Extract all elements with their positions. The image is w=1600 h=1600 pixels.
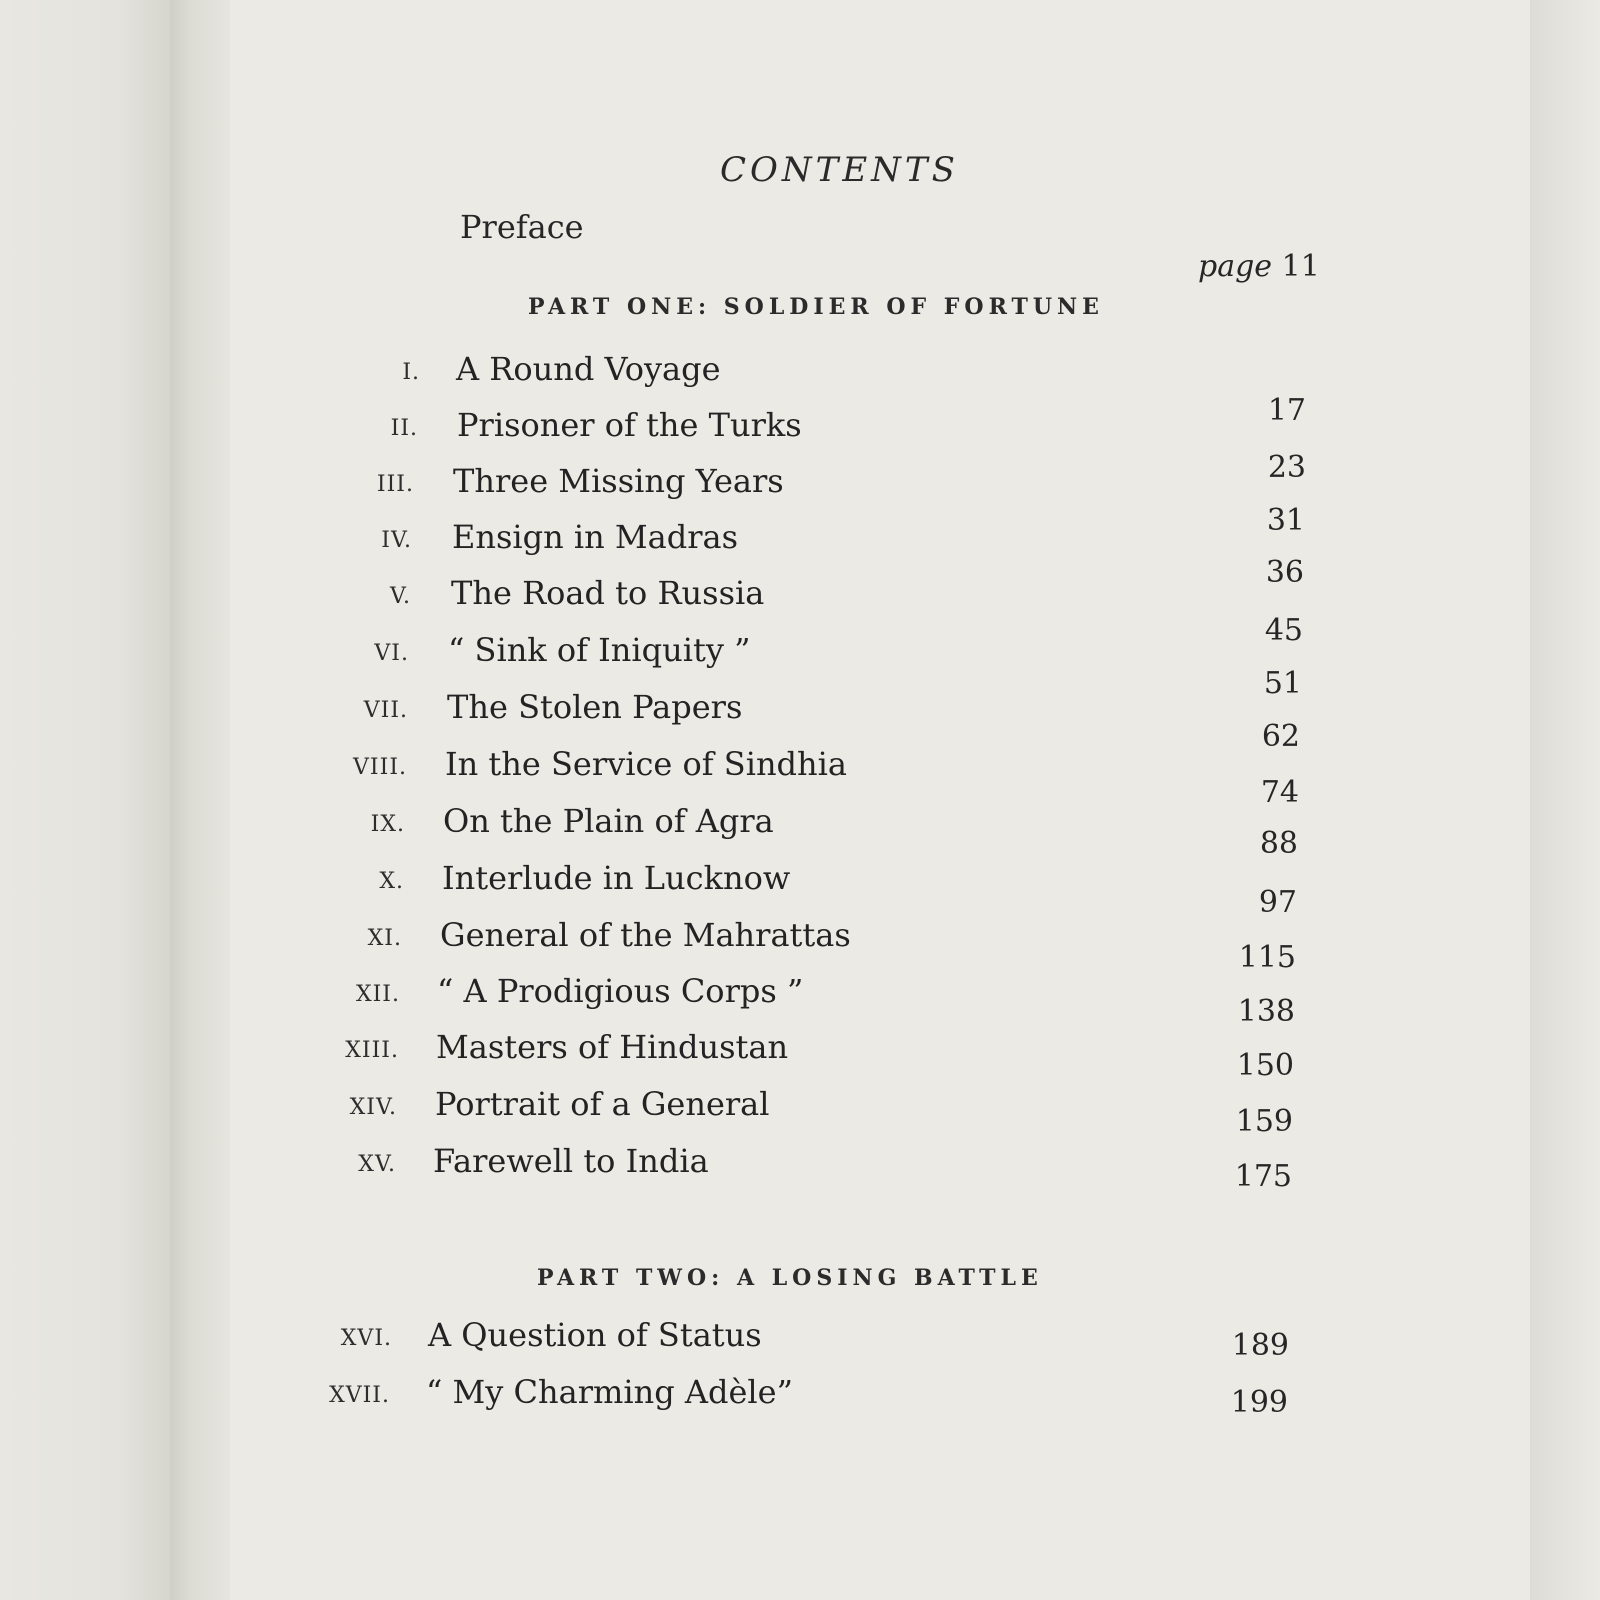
part-two-heading: PART TWO: A LOSING BATTLE <box>537 1265 1043 1291</box>
chapter-title: In the Service of Sindhia <box>445 745 847 783</box>
part-one-chapter-row <box>0 916 1600 975</box>
chapter-page-number: 175 <box>1234 1159 1292 1194</box>
part-one-chapter-row <box>0 745 1600 810</box>
chapter-numeral: XII. <box>355 982 400 1007</box>
chapter-title: Masters of Hindustan <box>436 1028 789 1066</box>
chapter-numeral: IX. <box>370 812 405 837</box>
chapter-title: Interlude in Lucknow <box>442 859 791 897</box>
chapter-numeral: XVII. <box>329 1383 390 1408</box>
part-one-chapter-row <box>0 1028 1600 1083</box>
chapter-page-number: 88 <box>1259 826 1298 861</box>
part-one-chapter-row <box>0 972 1600 1029</box>
chapter-page-number: 23 <box>1267 450 1306 485</box>
chapter-numeral: I. <box>402 360 420 385</box>
chapter-numeral: III. <box>376 472 414 497</box>
part-two-chapter-row <box>0 1316 1600 1366</box>
part-one-heading: PART ONE: SOLDIER OF FORTUNE <box>528 294 1104 320</box>
chapter-title: Farewell to India <box>433 1142 709 1180</box>
chapter-page-number: 74 <box>1260 775 1299 810</box>
chapter-numeral: IV. <box>381 528 412 553</box>
chapter-page-number: 189 <box>1231 1328 1289 1363</box>
chapter-title: Three Missing Years <box>453 462 784 500</box>
part-one-chapter-row <box>0 518 1600 590</box>
chapter-title: The Stolen Papers <box>447 688 743 726</box>
part-one-chapter-row <box>0 1142 1600 1192</box>
chapter-numeral: XIII. <box>345 1038 399 1063</box>
chapter-title: “ A Prodigious Corps ” <box>437 972 804 1010</box>
chapter-numeral: V. <box>389 584 411 609</box>
chapter-numeral: VII. <box>363 698 408 723</box>
chapter-title: On the Plain of Agra <box>443 802 774 840</box>
chapter-title: Ensign in Madras <box>452 518 739 556</box>
chapter-numeral: XV. <box>358 1152 396 1177</box>
chapter-title: The Road to Russia <box>451 574 765 612</box>
chapter-page-number: 199 <box>1230 1385 1288 1420</box>
chapter-page-number: 150 <box>1236 1048 1294 1083</box>
chapter-page-number: 62 <box>1261 719 1300 754</box>
chapter-page-number: 138 <box>1237 994 1295 1029</box>
part-one-chapter-row <box>0 802 1600 861</box>
chapter-numeral: X. <box>379 869 404 894</box>
chapter-page-number: 17 <box>1267 393 1306 428</box>
page-word: page <box>1198 249 1273 284</box>
chapter-numeral: VIII. <box>353 755 407 780</box>
chapter-page-number: 97 <box>1258 885 1297 920</box>
page-title: CONTENTS <box>720 150 959 190</box>
chapter-title: Prisoner of the Turks <box>457 406 802 444</box>
chapter-numeral: XI. <box>367 926 402 951</box>
chapter-title: “ Sink of Iniquity ” <box>448 631 751 669</box>
chapter-page-number: 51 <box>1263 666 1302 701</box>
chapter-page-number: 31 <box>1266 503 1305 538</box>
part-one-chapter-row <box>0 1085 1600 1139</box>
chapter-page-number: 36 <box>1265 555 1304 590</box>
chapter-title: Portrait of a General <box>435 1085 770 1123</box>
chapter-title: General of the Mahrattas <box>440 916 851 954</box>
chapter-title: “ My Charming Adèle” <box>426 1373 793 1411</box>
chapter-page-number: 115 <box>1238 940 1296 975</box>
part-one-chapter-row <box>0 688 1600 754</box>
preface-page-number: 11 <box>1281 249 1320 284</box>
chapter-page-number: 45 <box>1264 613 1303 648</box>
part-two-chapter-row <box>0 1373 1600 1423</box>
part-one-chapter-row <box>0 574 1600 648</box>
chapter-numeral: XIV. <box>349 1095 397 1120</box>
chapter-page-number: 159 <box>1235 1104 1293 1139</box>
preface-title: Preface <box>460 208 584 246</box>
chapter-numeral: VI. <box>374 641 409 666</box>
chapter-title: A Question of Status <box>428 1316 762 1354</box>
part-one-chapter-row <box>0 631 1600 701</box>
chapter-numeral: II. <box>390 416 418 441</box>
part-one-chapter-row <box>0 859 1600 920</box>
chapter-title: A Round Voyage <box>456 350 721 388</box>
chapter-numeral: XVI. <box>340 1326 392 1351</box>
